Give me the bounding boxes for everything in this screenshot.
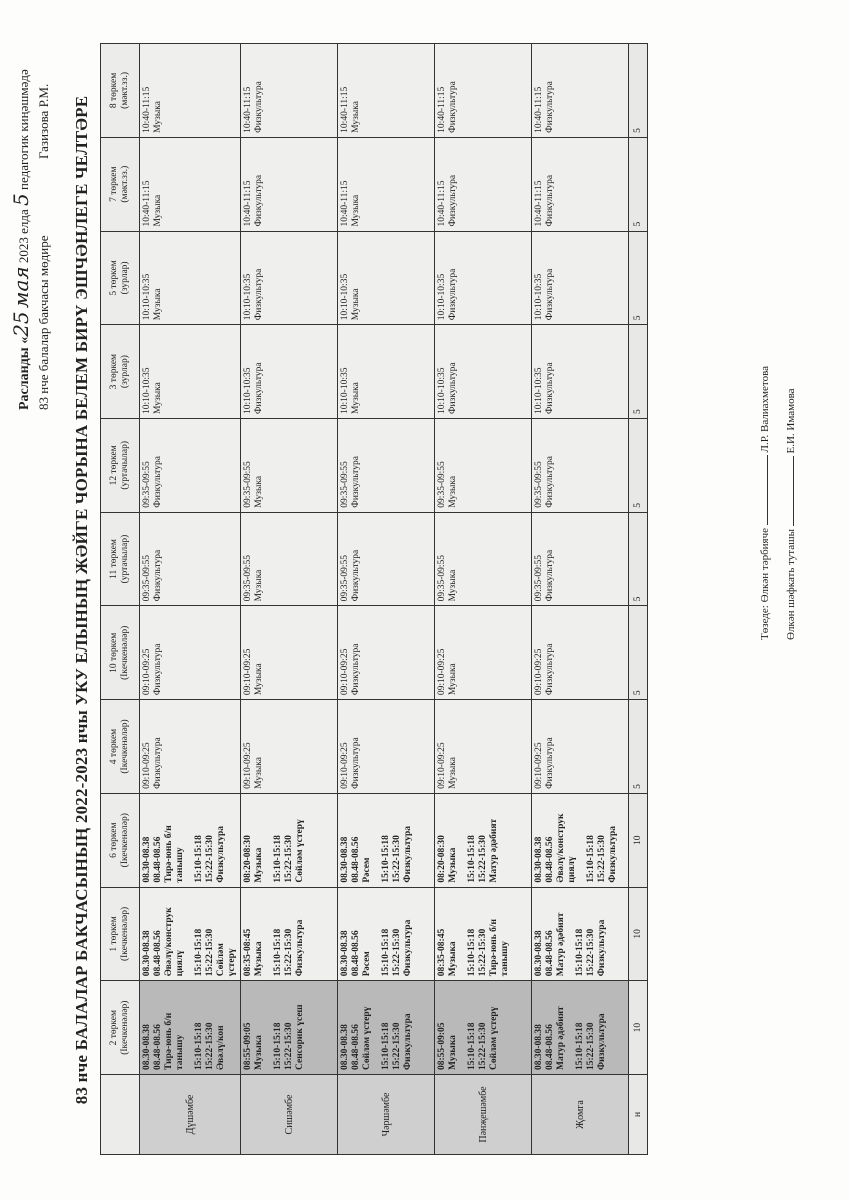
morning-session: 09:35-09:55 Физкультура (142, 456, 163, 508)
column-name: 6 төркем (109, 822, 119, 858)
morning-session: 08.30-08.38 08.48-08.56 Матур әдәбият (534, 912, 566, 977)
approval-year: 2023 елда (16, 209, 31, 264)
session-gap (186, 798, 194, 883)
column-name: 11 төркем (109, 539, 119, 579)
morning-session: 09:10-09:25 Музыка (437, 742, 458, 789)
schedule-cell (532, 793, 629, 887)
morning-session: 09:35-09:55 Музыка (243, 554, 264, 602)
schedule-cell (435, 418, 532, 512)
schedule-cell (435, 793, 532, 887)
morning-session: 08.30-08.38 08.48-08.56 Сөйләм үстерү (340, 1006, 372, 1070)
morning-session: 10:10-10:35 Физкультура (534, 268, 555, 321)
schedule-cell (532, 231, 629, 325)
schedule-cell (241, 137, 338, 231)
morning-session: 10:40-11:15 Физкультура (437, 81, 458, 133)
morning-session: 09:10-09:25 Физкультура (340, 643, 361, 696)
totals-row (629, 44, 648, 1155)
morning-session: 08:55-09:05 Музыка (243, 1022, 264, 1070)
morning-session: 09:35-09:55 Физкультура (340, 456, 361, 508)
column-header (101, 44, 140, 138)
morning-session: 09:10-09:25 Физкультура (142, 643, 163, 696)
schedule-cell (435, 981, 532, 1075)
table-row (532, 44, 629, 1155)
column-header (101, 793, 140, 887)
morning-session: 09:35-09:55 Физкультура (534, 456, 555, 508)
approval-prefix: Расланды « (17, 336, 32, 410)
morning-session: 10:10-10:35 Физкультура (437, 362, 458, 414)
session-gap (265, 798, 273, 883)
session-gap (186, 892, 194, 977)
schedule-cell (241, 231, 338, 325)
schedule-cell (435, 700, 532, 794)
column-name: 12 төркем (109, 445, 119, 486)
schedule-cell (140, 231, 241, 325)
teacher-name: Л.Р. Валиахметова (759, 366, 771, 453)
morning-session: 10:10-10:35 Музыка (142, 367, 163, 414)
afternoon-session: 15:10-15:18 15:22-15:30 Физкультура (273, 919, 305, 977)
morning-session: 10:40-11:15 Музыка (340, 86, 361, 133)
afternoon-session: 15:10-15:18 15:22-15:30 Сөйләм үстерү (467, 1006, 499, 1070)
afternoon-session: 15:10-15:18 15:22-15:30 Әвәлү/кон (194, 1022, 226, 1070)
morning-session: 08:20-08:30 Музыка (437, 835, 458, 883)
schedule-cell (532, 325, 629, 419)
schedule-cell (532, 418, 629, 512)
approval-day: 25 (9, 311, 33, 337)
schedule-cell (338, 512, 435, 606)
day-label: Пәнҗешәмбе (435, 1075, 532, 1155)
afternoon-session: 15:10-15:18 15:22-15:30 Физкультура (194, 825, 226, 883)
morning-session: 10:10-10:35 Физкультура (243, 268, 264, 321)
table-row (338, 44, 435, 1155)
schedule-cell (532, 137, 629, 231)
schedule-cell (140, 418, 241, 512)
approval-council: педагогик киңәшмәдә (16, 69, 31, 190)
table-row (241, 44, 338, 1155)
total-cell: 10 (629, 981, 648, 1075)
morning-session: 09:10-09:25 Музыка (243, 742, 264, 789)
schedule-cell (532, 606, 629, 700)
afternoon-session: 15:10-15:18 15:22-15:30 Матур әдәбият (467, 818, 499, 883)
column-header (101, 231, 140, 325)
morning-session: 08:20-08:30 Музыка (243, 835, 264, 883)
footer-nurse (784, 366, 798, 640)
totals-label: н (629, 1075, 648, 1155)
column-header (101, 606, 140, 700)
header-row (101, 44, 140, 1155)
session-gap (265, 985, 273, 1070)
column-name: 8 төркем (109, 72, 119, 109)
schedule-cell (241, 887, 338, 981)
afternoon-session: 15:10-15:18 15:22-15:30 Физкультура (586, 825, 618, 883)
morning-session: 10:40-11:15 Музыка (340, 180, 361, 227)
session-gap (567, 985, 575, 1070)
schedule-cell (532, 512, 629, 606)
day-label: Җомга (532, 1075, 629, 1155)
footer (758, 366, 798, 640)
schedule-table (100, 43, 648, 1155)
column-header (101, 700, 140, 794)
morning-session: 10:10-10:35 Музыка (142, 273, 163, 321)
afternoon-session: 15:10-15:18 15:22-15:30 Физкультура (381, 825, 413, 883)
column-name: 1 төркем (109, 916, 119, 952)
schedule-cell (338, 606, 435, 700)
column-name: 10 төркем (109, 632, 119, 673)
column-header (101, 981, 140, 1075)
schedule-cell (241, 793, 338, 887)
morning-session: 09:35-09:55 Физкультура (142, 549, 163, 602)
column-subtitle: (уртачылар) (120, 440, 130, 490)
morning-session: 10:10-10:35 Физкультура (534, 362, 555, 414)
morning-session: 09:35-09:55 Музыка (437, 461, 458, 508)
day-label: Дүшәмбе (140, 1075, 241, 1155)
session-gap (567, 892, 575, 977)
morning-session: 08:35-08:45 Музыка (243, 928, 264, 977)
schedule-cell (338, 793, 435, 887)
schedule-cell (241, 700, 338, 794)
nurse-label: Өлкән шәфкать туташы (785, 529, 797, 640)
column-subtitle: (Ікечкенәләр) (120, 1000, 130, 1055)
page-title: 83 нче БАЛАЛАР БАКЧАСЫНЫҢ 2022-2023 нчы УКУ ЕЛЫНЫҢ ЖӘЙГЕ ЧОРЫНА БЕЛЕМ БИРҮ ЭШЧӘНЛЕГЕ ЧЕЛТӘРЕ (72, 95, 91, 1105)
morning-session: 08:35-08:45 Музыка (437, 928, 458, 977)
schedule-cell (241, 418, 338, 512)
morning-session: 08.30-08.38 08.48-08.56 Әвәлү/конструк циялү (534, 813, 577, 883)
table-row (140, 44, 241, 1155)
morning-session: 09:10-09:25 Физкультура (142, 737, 163, 789)
column-subtitle: (Ікечкенәләр) (120, 906, 130, 962)
session-gap (186, 985, 194, 1070)
morning-session: 08.30-08.38 08.48-08.56 Рәсем (340, 930, 372, 977)
schedule-cell (140, 325, 241, 419)
session-gap (459, 798, 467, 883)
afternoon-session: 15:10-15:18 15:22-15:30 Сөйләм үстерү (194, 928, 237, 977)
schedule-cell (435, 44, 532, 138)
approval-block (9, 69, 51, 410)
schedule-cell (338, 137, 435, 231)
morning-session: 09:10-09:25 Физкультура (534, 643, 555, 696)
schedule-cell (241, 44, 338, 138)
day-label: Чәршәмбе (338, 1075, 435, 1155)
morning-session: 09:10-09:25 Музыка (243, 648, 264, 696)
morning-session: 10:10-10:35 Физкультура (243, 362, 264, 414)
schedule-cell (241, 606, 338, 700)
afternoon-session: 15:10-15:18 15:22-15:30 Физкультура (575, 919, 607, 977)
total-cell: 5 (629, 325, 648, 419)
morning-session: 09:10-09:25 Физкультура (534, 737, 555, 789)
teacher-signature-line (767, 455, 768, 525)
nurse-name: Е.И. Имамова (785, 388, 797, 454)
column-header (101, 325, 140, 419)
morning-session: 09:10-09:25 Физкультура (340, 737, 361, 789)
schedule-cell (140, 981, 241, 1075)
column-header (101, 887, 140, 981)
column-name: 2 төркем (109, 1009, 119, 1046)
total-cell: 5 (629, 231, 648, 325)
schedule-cell (241, 325, 338, 419)
schedule-cell (338, 44, 435, 138)
total-cell: 5 (629, 606, 648, 700)
approval-line-2 (36, 69, 51, 410)
column-subtitle: (зурлар) (120, 355, 130, 389)
session-gap (373, 985, 381, 1070)
morning-session: 09:35-09:55 Физкультура (340, 549, 361, 602)
schedule-cell (140, 606, 241, 700)
morning-session: 10:40-11:15 Физкультура (243, 174, 264, 227)
afternoon-session: 15:10-15:18 15:22-15:30 Сөйләм үстерү (273, 819, 305, 883)
schedule-cell (435, 325, 532, 419)
column-subtitle: (зурлар) (120, 261, 130, 295)
schedule-cell (241, 512, 338, 606)
morning-session: 10:40-11:15 Музыка (142, 86, 163, 133)
session-gap (459, 892, 467, 977)
column-header (101, 418, 140, 512)
afternoon-session: 15:10-15:18 15:22-15:30 Физкультура (575, 1013, 607, 1070)
total-cell: 5 (629, 700, 648, 794)
schedule-cell (140, 700, 241, 794)
morning-session: 09:35-09:55 Музыка (243, 461, 264, 508)
column-header (101, 137, 140, 231)
afternoon-session: 15:10-15:18 15:22-15:30 Физкультура (381, 919, 413, 977)
schedule-cell (140, 887, 241, 981)
nurse-signature-line (793, 456, 794, 526)
schedule-cell (435, 512, 532, 606)
schedule-cell (338, 325, 435, 419)
footer-teacher (758, 366, 772, 640)
column-header (101, 512, 140, 606)
afternoon-session: 15:10-15:18 15:22-15:30 Физкультура (381, 1013, 413, 1070)
column-subtitle: (уртачылар) (120, 534, 130, 584)
schedule-cell (338, 887, 435, 981)
schedule-cell (532, 981, 629, 1075)
schedule-cell (435, 137, 532, 231)
morning-session: 09:10-09:25 Музыка (437, 648, 458, 696)
session-gap (373, 892, 381, 977)
column-name: 4 төркем (109, 728, 119, 765)
approval-head-label: 83 нче балалар бакчасы мөдире (36, 235, 51, 410)
schedule-body (140, 44, 648, 1155)
total-cell: 5 (629, 137, 648, 231)
schedule-cell (435, 887, 532, 981)
schedule-cell (140, 44, 241, 138)
schedule-cell (435, 231, 532, 325)
schedule-cell (338, 981, 435, 1075)
total-cell: 5 (629, 418, 648, 512)
total-cell: 5 (629, 512, 648, 606)
morning-session: 08.30-08.38 08.48-08.56 Рәсем (340, 836, 372, 883)
morning-session: 09:35-09:55 Физкультура (534, 549, 555, 602)
total-cell: 5 (629, 44, 648, 138)
approval-head-name: Газизова Р.М. (36, 83, 51, 160)
morning-session: 08:55-09:05 Музыка (437, 1022, 458, 1070)
schedule-cell (140, 512, 241, 606)
morning-session: 10:40-11:15 Физкультура (534, 81, 555, 133)
teacher-label: Төзеде: Өлкән тәрбияче (759, 527, 771, 640)
approval-order-no: 5 (9, 193, 33, 206)
column-subtitle: (Ікечкенәләр) (120, 813, 130, 868)
column-subtitle: (мәкт.зз.) (120, 165, 130, 203)
schedule-cell (338, 231, 435, 325)
schedule-cell (532, 700, 629, 794)
column-name: 7 төркем (109, 166, 119, 202)
session-gap (265, 892, 273, 977)
schedule-cell (338, 418, 435, 512)
approval-month: мая (9, 266, 33, 309)
morning-session: 08.30-08.38 08.48-08.56 Тирә-юнь б/н танышу (142, 825, 185, 883)
column-name: 5 төркем (109, 260, 119, 296)
session-gap (459, 985, 467, 1070)
approval-line-1 (9, 69, 33, 410)
morning-session: 10:40-11:15 Физкультура (534, 174, 555, 227)
morning-session: 10:40-11:15 Музыка (142, 180, 163, 227)
morning-session: 10:40-11:15 Физкультура (437, 174, 458, 227)
morning-session: 10:10-10:35 Музыка (340, 367, 361, 414)
column-name: 3 төркем (109, 353, 119, 390)
column-subtitle: (Ікечкенәләр) (120, 719, 130, 774)
column-subtitle: (Ікечкенәләр) (120, 625, 130, 680)
morning-session: 10:10-10:35 Музыка (340, 273, 361, 321)
morning-session: 08.30-08.38 08.48-08.56 Әвәлү/конструк циялү (142, 907, 185, 977)
afternoon-session: 15:10-15:18 15:22-15:30 Тирә-юнь б/н танышу (467, 919, 510, 977)
schedule-cell (241, 981, 338, 1075)
column-subtitle: (мәкт.зз.) (120, 71, 130, 109)
morning-session: 08.30-08.38 08.48-08.56 Тирә-юнь б/н танышу (142, 1012, 185, 1070)
schedule-cell (435, 606, 532, 700)
total-cell: 10 (629, 793, 648, 887)
morning-session: 10:10-10:35 Физкультура (437, 268, 458, 321)
schedule-cell (532, 887, 629, 981)
schedule-cell (140, 793, 241, 887)
schedule-cell (532, 44, 629, 138)
morning-session: 08.30-08.38 08.48-08.56 Матур әдәбият (534, 1006, 566, 1070)
corner-cell (101, 1075, 140, 1155)
total-cell: 10 (629, 887, 648, 981)
afternoon-session: 15:10-15:18 15:22-15:30 Сенсорик үсеш (273, 1004, 305, 1070)
session-gap (578, 798, 586, 883)
session-gap (373, 798, 381, 883)
morning-session: 09:35-09:55 Музыка (437, 554, 458, 602)
day-label: Сишәмбе (241, 1075, 338, 1155)
schedule-cell (338, 700, 435, 794)
morning-session: 10:40-11:15 Физкультура (243, 81, 264, 133)
table-row (435, 44, 532, 1155)
schedule-cell (140, 137, 241, 231)
